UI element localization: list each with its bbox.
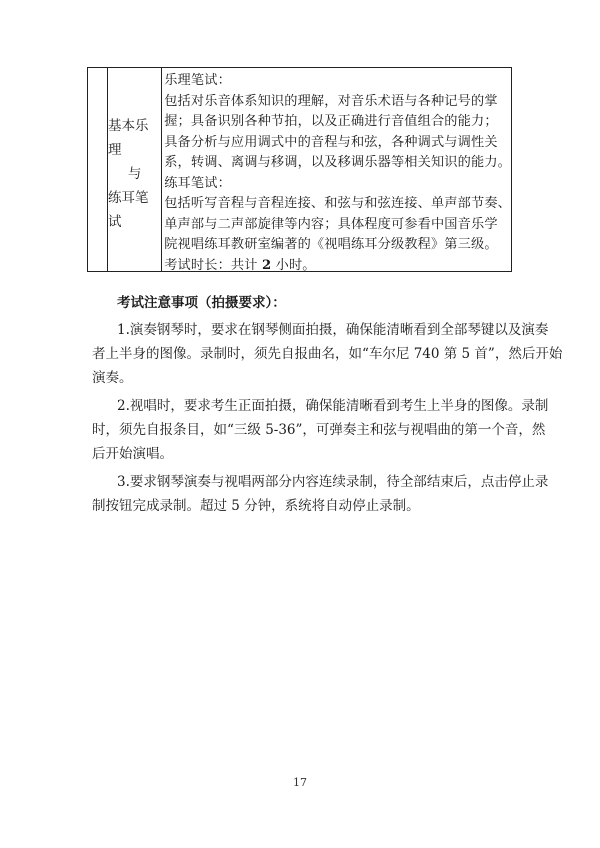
table-blank-column — [88, 68, 108, 271]
ear-training-heading: 练耳笔试： — [164, 175, 231, 191]
page-number: 17 — [293, 776, 307, 789]
music-theory-line: 系，转调、离调与移调，以及移调乐器等相关知识的能力。 — [164, 155, 511, 170]
ear-training-line: 院视唱练耳教研室编著的《视唱练耳分级教程》第三级。 — [164, 237, 498, 252]
subject-name-line-2: 与 — [127, 165, 142, 182]
exam-subject-table — [87, 67, 512, 272]
subject-name-line-1: 基本乐理 — [107, 117, 149, 158]
exam-duration-value: 2 — [261, 257, 272, 273]
music-theory-line: 具备分析与应用调式中的音程与和弦，各种调式与调性关 — [164, 134, 498, 150]
subject-content-cell — [162, 68, 511, 271]
note-first-line: 2.视唱时，要求考生正面拍摄，确保能清晰看到考生上半身的图像。录制 — [117, 398, 549, 414]
music-theory-line: 包括对乐音体系知识的理解，对音乐术语与各种记号的掌 — [164, 93, 498, 109]
exam-duration-suffix: 小时。 — [271, 257, 316, 273]
note-line: 者上半身的图像。录制时，须先自报曲名，如“车尔尼 740 第 5 首”，然后开始 — [92, 346, 563, 362]
exam-duration — [164, 256, 511, 277]
ear-training-line: 单声部与二声部旋律等内容；具体程度可参看中国音乐学 — [164, 216, 498, 232]
note-line: 演奏。 — [92, 370, 133, 386]
note-item-3 — [92, 470, 549, 518]
subject-name-cell — [108, 68, 162, 271]
notes-list — [92, 318, 563, 522]
music-theory-line: 握；具备识别各种节拍，以及正确进行音值组合的能力； — [164, 114, 498, 129]
note-line: 时，须先自报条目，如“三级 5-36”，可弹奏主和弦与视唱曲的第一个音，然 — [92, 422, 546, 438]
note-first-line: 3.要求钢琴演奏与视唱两部分内容连续录制，待全部结束后，点击停止录 — [117, 474, 549, 490]
music-theory-heading: 乐理笔试： — [164, 73, 231, 88]
exam-duration-prefix: 考试时长：共计 — [164, 257, 262, 273]
note-item-2 — [92, 394, 549, 466]
note-line: 后开始演唱。 — [92, 446, 173, 462]
notes-title: 考试注意事项（拍摄要求）： — [117, 295, 286, 311]
ear-training-line: 包括听写音程与音程连接、和弦与和弦连接、单声部节奏、 — [164, 196, 511, 211]
subject-name-line-3: 练耳笔试 — [107, 189, 149, 230]
note-item-1 — [92, 318, 563, 390]
note-first-line: 1.演奏钢琴时，要求在钢琴侧面拍摄，确保能清晰看到全部琴键以及演奏 — [117, 322, 549, 338]
note-line: 制按钮完成录制。超过 5 分钟，系统将自动停止录制。 — [92, 498, 420, 514]
